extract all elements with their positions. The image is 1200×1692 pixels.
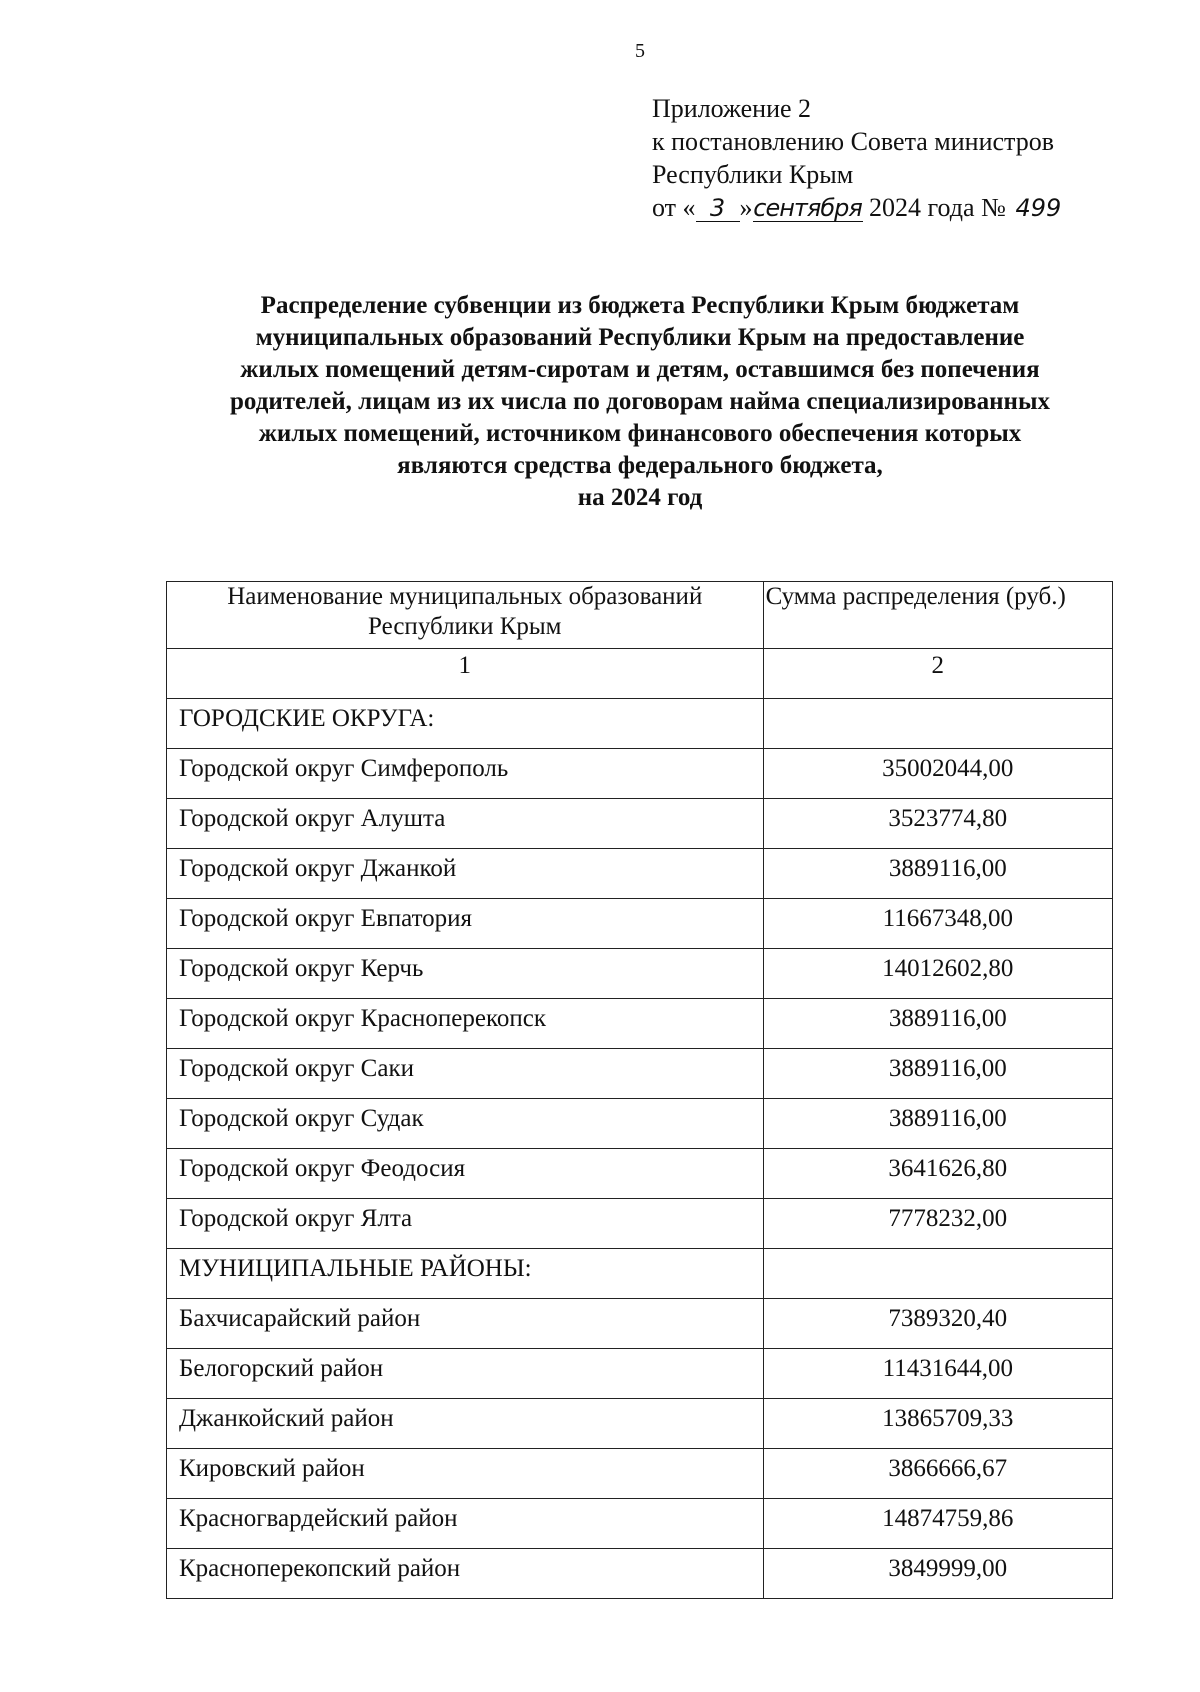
title-line: на 2024 год [577,484,703,511]
municipality-name: Белогорский район [167,1349,764,1399]
appendix-resolution: к постановлению Совета министров [652,127,1054,156]
table-row [167,1099,1113,1149]
municipality-name: Городской округ Саки [167,1049,764,1099]
distribution-amount: 13865709,33 [763,1399,1112,1449]
header-name [167,582,764,649]
header-sum: Сумма распределения (руб.) [763,582,1112,649]
table-row [167,1149,1113,1199]
municipality-name: Городской округ Керчь [167,949,764,999]
municipality-name: Городской округ Красноперекопск [167,999,764,1049]
table-row [167,899,1113,949]
title-line: Распределение субвенции из бюджета Республики Крым бюджетам [260,292,1020,319]
appendix-block [652,92,1064,224]
table-row [167,1349,1113,1399]
table-row [167,1499,1113,1549]
appendix-republic: Республики Крым [652,160,854,189]
date-year: 2024 года № [869,193,1006,222]
municipality-name: ГОРОДСКИЕ ОКРУГА: [167,699,764,749]
distribution-amount: 3866666,67 [763,1449,1112,1499]
table-row [167,1299,1113,1349]
distribution-amount: 3889116,00 [763,849,1112,899]
distribution-amount [763,1249,1112,1299]
distribution-amount: 3641626,80 [763,1149,1112,1199]
distribution-amount: 7778232,00 [763,1199,1112,1249]
table-row [167,1549,1113,1599]
municipality-name: Красноперекопский район [167,1549,764,1599]
date-month: сентября [753,194,862,222]
table-row [167,1199,1113,1249]
distribution-amount: 3889116,00 [763,1049,1112,1099]
page-number: 5 [635,40,645,62]
column-number-row [167,649,1113,699]
column-number-1: 1 [167,649,764,699]
municipality-name: Городской округ Феодосия [167,1149,764,1199]
table-row [167,949,1113,999]
distribution-table [166,581,1113,1599]
municipality-name: Городской округ Джанкой [167,849,764,899]
municipality-name: Джанкойский район [167,1399,764,1449]
table-row [167,1049,1113,1099]
date-mid: » [739,193,753,222]
table-row [167,749,1113,799]
municipality-name: Красногвардейский район [167,1499,764,1549]
table-row [167,699,1113,749]
title-line: жилых помещений, источником финансового обеспечения которых [258,420,1022,447]
distribution-amount: 3849999,00 [763,1549,1112,1599]
table-row [167,849,1113,899]
distribution-amount [763,699,1112,749]
distribution-amount: 11431644,00 [763,1349,1112,1399]
title-line: являются средства федерального бюджета, [397,452,883,479]
municipality-name: Городской округ Симферополь [167,749,764,799]
document-title [140,290,1140,514]
distribution-amount: 3889116,00 [763,999,1112,1049]
distribution-amount: 7389320,40 [763,1299,1112,1349]
distribution-amount: 14874759,86 [763,1499,1112,1549]
table-header-row [167,582,1113,649]
date-prefix: от « [652,193,696,222]
doc-number: 499 [1015,194,1062,222]
title-line: родителей, лицам из их числа по договорам найма специализированных [230,388,1050,415]
distribution-amount: 11667348,00 [763,899,1112,949]
table-row [167,799,1113,849]
date-day: 3 [696,195,740,222]
table-row [167,1449,1113,1499]
municipality-name: Городской округ Ялта [167,1199,764,1249]
distribution-amount: 3523774,80 [763,799,1112,849]
municipality-name: Городской округ Судак [167,1099,764,1149]
header-name-line2: Республики Крым [368,613,562,640]
title-line: муниципальных образований Республики Крым на предоставление [255,324,1025,351]
municipality-name: Бахчисарайский район [167,1299,764,1349]
municipality-name: Городской округ Алушта [167,799,764,849]
table-row [167,1249,1113,1299]
header-name-line1: Наименование муниципальных образований [227,583,703,610]
municipality-name: МУНИЦИПАЛЬНЫЕ РАЙОНЫ: [167,1249,764,1299]
title-line: жилых помещений детям-сиротам и детям, оставшимся без попечения [240,356,1040,383]
appendix-title: Приложение 2 [652,94,812,123]
table-row [167,1399,1113,1449]
distribution-amount: 35002044,00 [763,749,1112,799]
distribution-amount: 3889116,00 [763,1099,1112,1149]
distribution-amount: 14012602,80 [763,949,1112,999]
column-number-2: 2 [763,649,1112,699]
municipality-name: Городской округ Евпатория [167,899,764,949]
municipality-name: Кировский район [167,1449,764,1499]
appendix-date-line [652,191,1064,224]
table-row [167,999,1113,1049]
